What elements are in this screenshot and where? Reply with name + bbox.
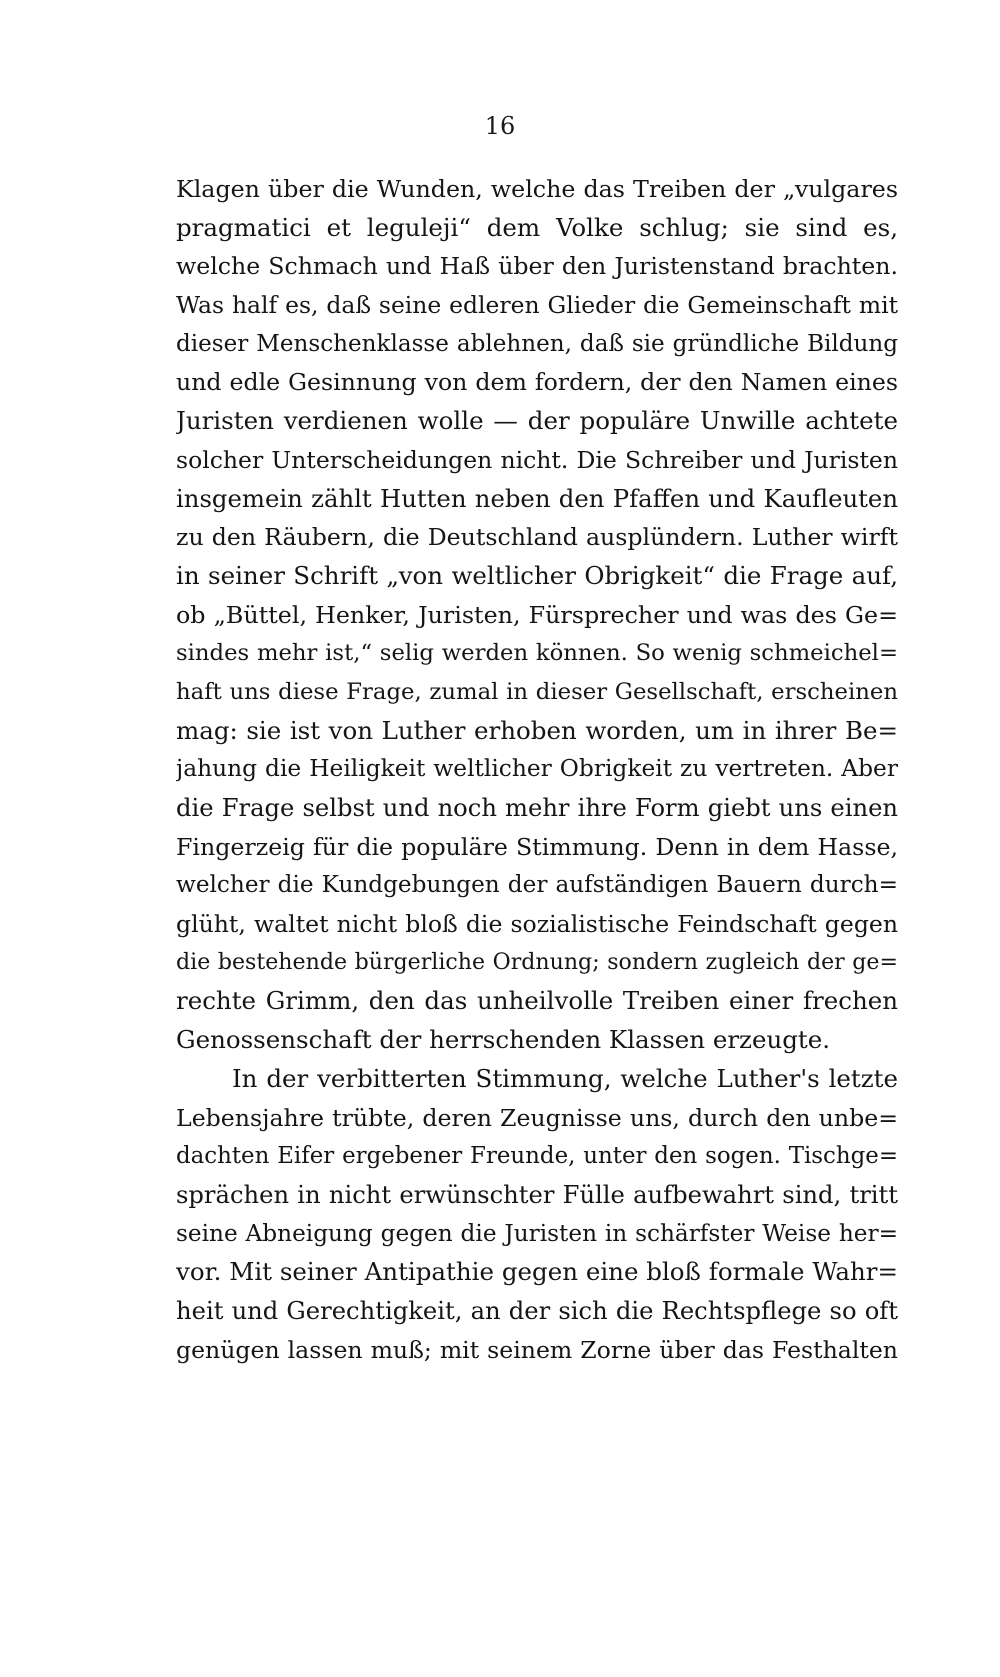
page-number: 16 bbox=[484, 112, 516, 140]
text-line: insgemein zählt Hutten neben den Pfaffen und Kaufleuten bbox=[176, 483, 898, 513]
text-line: die bestehende bürgerliche Ordnung; sondern zugleich der ge= bbox=[176, 949, 898, 975]
text-line: sindes mehr ist,“ selig werden können. So wenig schmeichel= bbox=[176, 640, 898, 667]
text-line: genügen lassen muß; mit seinem Zorne über das Festhalten bbox=[176, 1335, 898, 1364]
text-line: heit und Gerechtigkeit, an der sich die Rechtspflege so oft bbox=[176, 1295, 898, 1325]
text-line: pragmatici et leguleji“ dem Volke schlug; sie sind es, bbox=[176, 212, 898, 242]
text-line: mag: sie ist von Luther erhoben worden, um in ihrer Be= bbox=[176, 715, 898, 745]
paragraph-start-line: In der verbitterten Stimmung, welche Luther's letzte bbox=[232, 1063, 898, 1093]
text-line: sprächen in nicht erwünschter Fülle aufbewahrt sind, tritt bbox=[176, 1180, 898, 1209]
text-line: jahung die Heiligkeit weltlicher Obrigkeit zu vertreten. Aber bbox=[176, 755, 898, 783]
text-line: vor. Mit seiner Antipathie gegen eine bloß formale Wahr= bbox=[176, 1257, 898, 1287]
text-line: Juristen verdienen wolle — der populäre Unwille achtete bbox=[176, 406, 898, 436]
text-line: haft uns diese Frage, zumal in dieser Gesellschaft, erscheinen bbox=[176, 678, 898, 705]
text-line: in seiner Schrift „von weltlicher Obrigkeit“ die Frage auf, bbox=[176, 560, 898, 590]
text-line: rechte Grimm, den das unheilvolle Treiben einer frechen bbox=[176, 986, 898, 1016]
text-line: glüht, waltet nicht bloß die sozialistische Feindschaft gegen bbox=[176, 910, 898, 939]
text-line: zu den Räubern, die Deutschland ausplündern. Luther wirft bbox=[176, 523, 898, 552]
body-text bbox=[176, 170, 898, 1369]
text-line: Was half es, daß seine edleren Glieder die Gemeinschaft mit bbox=[176, 291, 898, 320]
text-line: welcher die Kundgebungen der aufständigen Bauern durch= bbox=[176, 871, 898, 899]
paragraph-end-line: Genossenschaft der herrschenden Klassen erzeugte. bbox=[176, 1025, 831, 1055]
text-line: die Frage selbst und noch mehr ihre Form giebt uns einen bbox=[176, 794, 898, 822]
text-line: solcher Unterscheidungen nicht. Die Schreiber und Juristen bbox=[176, 445, 898, 474]
text-line: dachten Eifer ergebener Freunde, unter den sogen. Tischge= bbox=[176, 1143, 898, 1170]
text-line: dieser Menschenklasse ablehnen, daß sie gründliche Bildung bbox=[176, 330, 898, 357]
text-line: seine Abneigung gegen die Juristen in schärfster Weise her= bbox=[176, 1219, 898, 1247]
text-line: welche Schmach und Haß über den Juristenstand brachten. bbox=[176, 252, 898, 281]
text-line: Fingerzeig für die populäre Stimmung. Denn in dem Hasse, bbox=[176, 832, 898, 861]
text-line: Lebensjahre trübte, deren Zeugnisse uns, durch den unbe= bbox=[176, 1103, 898, 1132]
text-line: und edle Gesinnung von dem fordern, der den Namen eines bbox=[176, 368, 898, 397]
text-line: ob „Büttel, Henker, Juristen, Fürsprecher und was des Ge= bbox=[176, 600, 898, 629]
text-line: Klagen über die Wunden, welche das Treiben der „vulgares bbox=[176, 175, 898, 203]
